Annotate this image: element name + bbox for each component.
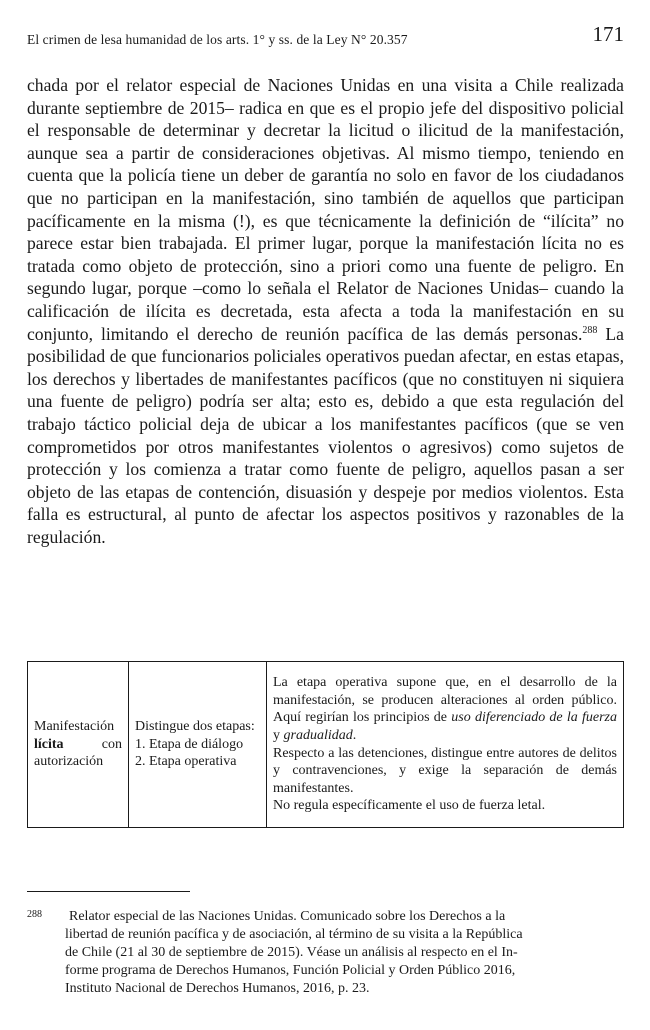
description-operative-stage [273,674,617,744]
footnote-line: libertad de reunión pacífica y de asociación, al término de su visita a la República [65,927,523,942]
page-header [27,22,624,56]
stage-item-dialogue: 1. Etapa de diálogo [135,736,244,752]
description-lethal-force: No regula específicamente el uso de fuerza letal. [273,798,546,814]
footnote [27,908,624,998]
principle-graduality: gradualidad [283,727,353,743]
footnote-divider [27,891,190,892]
manifestation-type-prefix: Manifestación [34,719,115,735]
manifestation-type-bold: lícita [34,736,64,752]
description-detentions: Respecto a las detenciones, distingue entre autores de delitos y contravenciones, y exige la separación de demás manifestantes. [273,745,617,796]
stages-intro: Distingue dos etapas: [135,719,255,735]
body-text-part-2: La posibilidad de que funcionarios policiales operativos puedan afectar, en estas etapas, los derechos y libertades de manifestantes pacíficos (que no constituyen ni siquiera una fuente de peligro) podría ser alta; esto es, debido a que esta regulación del trabajo táctico policial deja de ubicar a los manifestantes pacíficos (que se ven comprometidos por otros manifestantes violentos o agresivos) como sujetos de protección y los comienza a tratar como fuente de peligro, aquellos pasan a ser objeto de las etapas de contención, disuasión y despeje por medios violentos. Esta falla es estructural, al punto de afectar los aspectos positivos y razonables de la regulación. [27,323,624,547]
manifestation-type-cell [28,662,129,828]
footnote-line: Instituto Nacional de Derechos Humanos, 2016, p. 23. [65,981,370,996]
footnote-line: forme programa de Derechos Humanos, Función Policial y Orden Público 2016, [65,963,516,978]
manifestation-type-suffix: con autorización [34,736,122,770]
body-paragraph [27,74,624,548]
description-conjunction: y [273,727,284,743]
footnote-line: Relator especial de las Naciones Unidas. Comunicado sobre los Derechos a la [69,909,506,924]
body-text-part-1: chada por el relator especial de Naciones Unidas en una visita a Chile realizada durante septiembre de 2015– radica en que es el propio jefe del dispositivo policial el responsable de determinar y decretar la licitud o ilicitud de la manifestación, aunque sea a partir de consideraciones objetivas. Al mismo tiempo, teniendo en cuenta que la policía tiene un deber de garantía no solo en favor de los ciudadanos que no participan en la manifestación, sino también de aquellos que participan pacíficamente en la misma (!), es que técnicamente la definición de “ilícita” no parece estar bien trabajada. El primer lugar, porque la manifestación lícita no es tratada como objeto de protección, sino a priori como una fuente de peligro. En segundo lugar, porque –como lo señala el Relator de Naciones Unidas– cuando la calificación de ilícita es decretada, esta afecta a toda la manifestación en su conjunto, limitando el derecho de reunión pacífica de las demás personas. [27,75,624,344]
running-title: El crimen de lesa humanidad de los arts. 1° y ss. de la Ley N° 20.357 [27,32,408,47]
description-text: La etapa operativa supone que, en el desarrollo de la manifestación, se producen alteraciones al orden público. Aquí regirían los principios de [273,675,617,726]
principle-differentiated-force: uso diferenciado de la fuerza [451,710,618,726]
stage-item-operative: 2. Etapa operativa [135,754,237,770]
footnote-reference[interactable]: 288 [582,324,598,336]
table-row [28,662,624,828]
footnote-text [65,908,624,998]
regulation-table [27,661,624,828]
description-cell [267,662,624,828]
stages-cell [129,662,267,828]
footnote-line: de Chile (21 al 30 de septiembre de 2015). Véase un análisis al respecto en el In- [65,945,518,960]
footnote-number: 288 [27,909,42,920]
description-period: . [352,727,357,743]
page-number: 171 [592,22,624,46]
